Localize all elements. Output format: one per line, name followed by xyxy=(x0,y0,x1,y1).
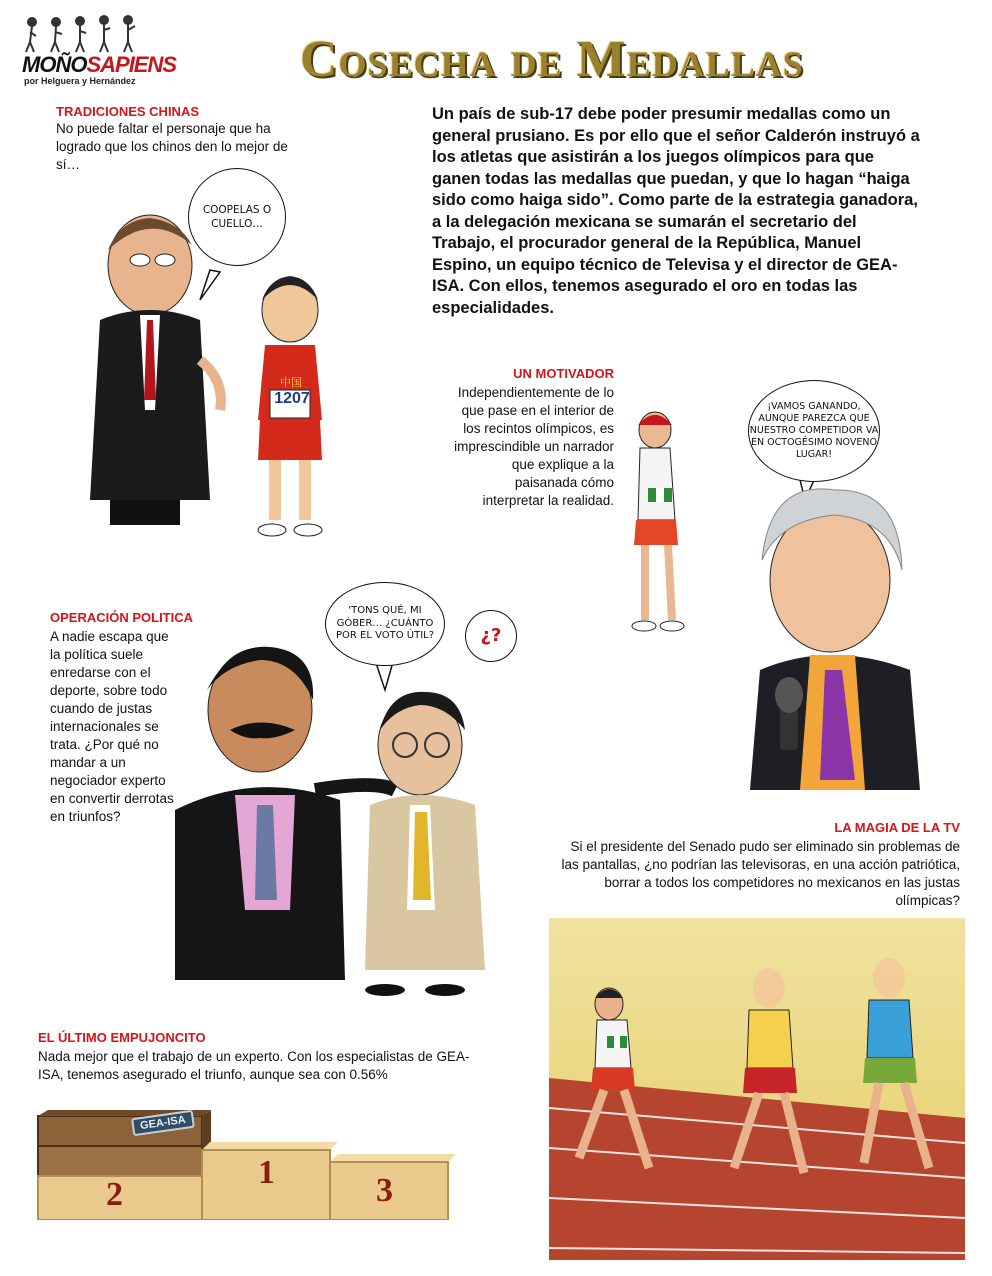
logo-word-part2: SAPIENS xyxy=(86,52,177,77)
athlete-jersey-text: 中国 xyxy=(280,377,302,389)
empujoncito-body: Nada mejor que el trabajo de un experto. Con los especialistas de GEA-ISA, tenemos asegurado el triunfo, aunque sea con 0.56% xyxy=(38,1049,470,1082)
podium-first-place: 1 xyxy=(258,1154,275,1191)
athlete-bib-number: 1207 xyxy=(274,390,310,407)
motivador-heading: UN MOTIVADOR xyxy=(513,366,614,381)
tradiciones-speech-bubble: COOPELAS O CUELLO… xyxy=(188,168,286,266)
empujoncito-heading: EL ÚLTIMO EMPUJONCITO xyxy=(38,1030,206,1045)
podium-third-place: 3 xyxy=(376,1172,393,1209)
operacion-body: A nadie escapa que la política suele enredarse con el deporte, sobre todo cuando de justas internacionales se trata. ¿Por qué no mandar a un negociador experto en convertir derrotas en triunfos? xyxy=(50,629,174,824)
logo-byline: por Helguera y Hernández xyxy=(24,76,136,86)
podium xyxy=(36,1110,466,1220)
magia-cartoon xyxy=(549,918,965,1260)
motivador-body: Independientemente de lo que pase en el interior de los recintos olímpicos, es imprescindible un narrador que explique a la paisanada cómo interpretar la realidad. xyxy=(454,385,614,508)
magia-body: Si el presidente del Senado pudo ser eliminado sin problemas de las pantallas, ¿no podrían las televisoras, en una acción patriótica, borrar a todos los competidores no mexicanos en las justas olímpicas? xyxy=(561,839,960,908)
podium-second-place: 2 xyxy=(106,1176,123,1213)
tradiciones-body: No puede faltar el personaje que ha logrado que los chinos den lo mejor de sí… xyxy=(56,121,288,172)
intro-paragraph: Un país de sub-17 debe poder presumir medallas como un general prusiano. Es por ello que el señor Calderón instruyó a los atletas que asistirán a los juegos olímpicos para que ganen todas las medallas que puedan, y que lo hagan “haiga sido como haiga sido”. Como parte de la estrategia ganadora, a la delegación mexicana se sumarán el secretario del Trabajo, el procurador general de la República, Manuel Espino, un equipo técnico de Televisa y el director de GEA-ISA. Con ellos, tenemos asegurado el oro en todas las especialidades. xyxy=(432,105,920,317)
magia-heading: LA MAGIA DE LA TV xyxy=(834,820,960,835)
motivador-speech-bubble: ¡VAMOS GANANDO, AUNQUE PAREZCA QUE NUESTRO COMPETIDOR VA EN OCTOGÉSIMO NOVENO LUGAR! xyxy=(748,380,880,482)
tradiciones-cartoon xyxy=(60,160,380,550)
magia-illustration xyxy=(549,918,965,1260)
podium-illustration xyxy=(36,1110,466,1220)
evolution-figures-icon xyxy=(22,14,162,54)
logo-word-part1: MOÑO xyxy=(22,52,87,77)
motivador-cartoon xyxy=(620,370,920,790)
gea-isa-sign: GEA-ISA xyxy=(131,1110,195,1136)
operacion-heading: OPERACIÓN POLITICA xyxy=(50,610,194,625)
operacion-cartoon xyxy=(175,580,525,1010)
page-title: Cosecha de Medallas xyxy=(300,31,804,88)
logo-wordmark xyxy=(22,52,176,78)
operacion-speech-bubble: 'TONS QUÉ, MI GÓBER… ¿CUÁNTO POR EL VOTO ÚTIL? xyxy=(325,582,445,666)
tradiciones-heading: TRADICIONES CHINAS xyxy=(56,104,200,119)
operacion-reply-bubble: ¿? xyxy=(465,610,517,662)
